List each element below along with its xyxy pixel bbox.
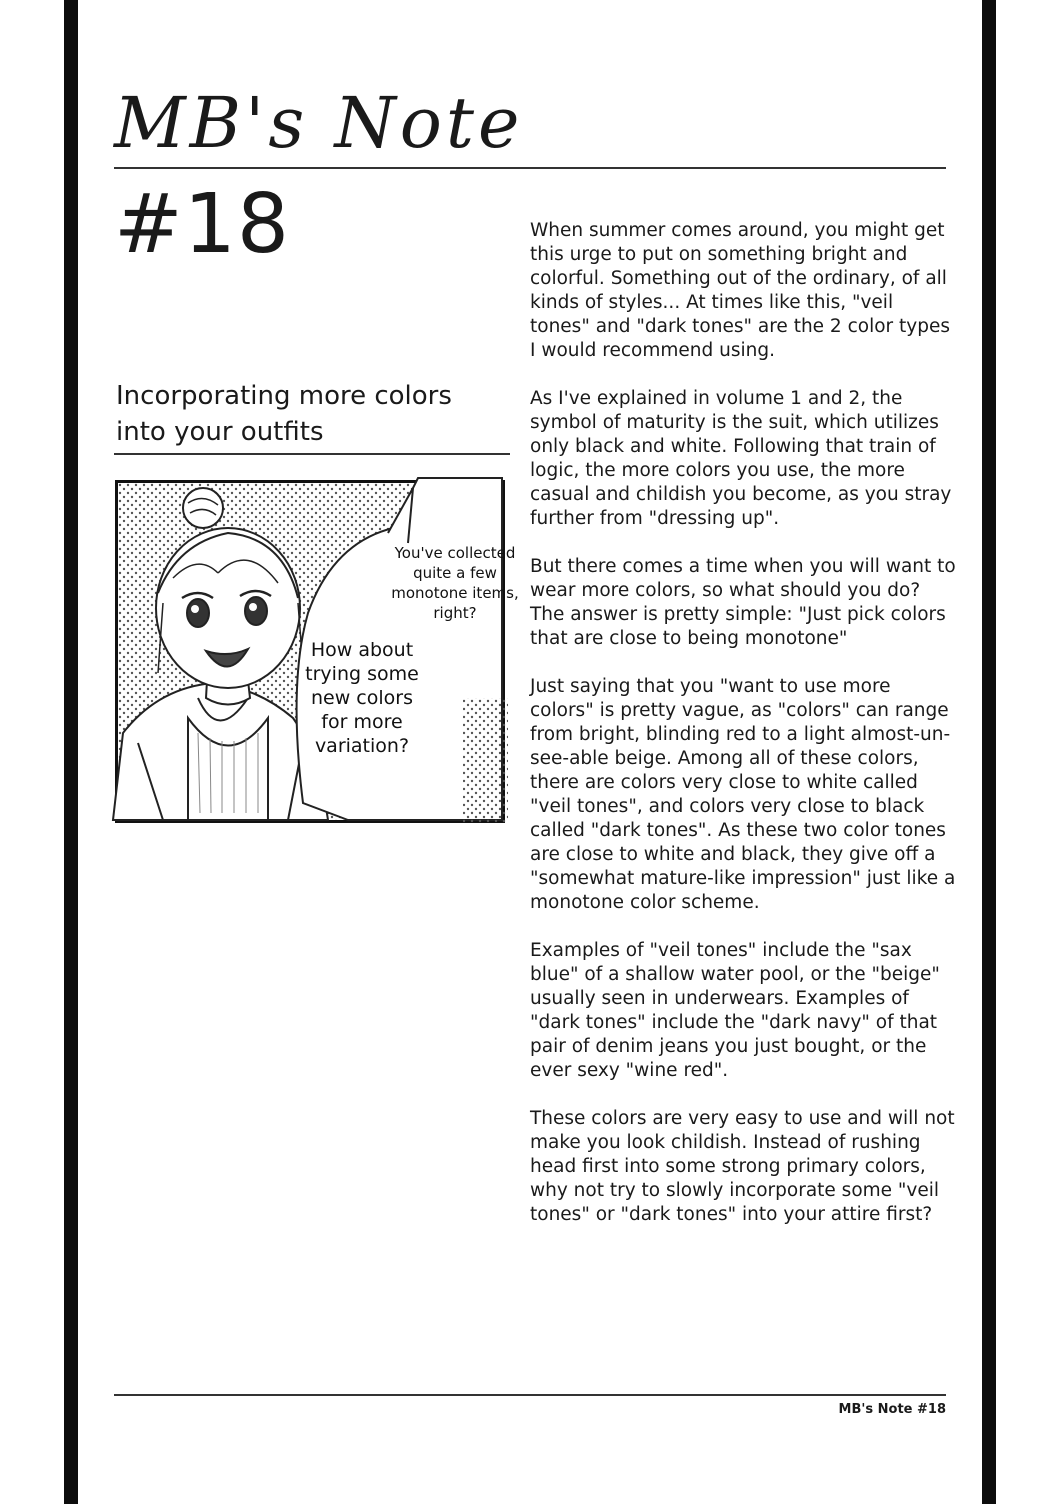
paragraph: These colors are very easy to use and will not make you look childish. Instead of rushing head first into some strong primary colors, why not try to slowly incorporate some "veil tones" or "dark tones" into your attire first? [530, 1108, 955, 1225]
footer-divider [114, 1394, 946, 1396]
page-margin-left [0, 0, 64, 1504]
section-heading: Incorporating more colors into your outfits [116, 381, 452, 447]
paragraph: When summer comes around, you might get this urge to put on something bright and colorful. Something out of the ordinary, of all kinds of styles... At times like this, "veil tones" and "dark tones" are the 2 color types I would recommend using. [530, 220, 950, 361]
left-border-bar [64, 0, 78, 1504]
section-divider [114, 453, 510, 455]
note-script-title: MB's Note [114, 82, 524, 164]
paragraph: Just saying that you "want to use more colors" is pretty vague, as "colors" can range from bright, blinding red to a light almost-un-see-able beige. Among all of these colors, there are colors very close to white called "veil tones", and colors very close to black called "dark tones". As these two color tones are close to white and black, they give off a "somewhat mature-like impression" just like a monotone color scheme. [530, 676, 956, 913]
note-number: #18 [114, 177, 291, 272]
screentone-corner [463, 698, 508, 823]
speech-bubble-text-small: You've collected quite a few monotone items, right? [391, 544, 519, 622]
paragraph: Examples of "veil tones" include the "sax blue" of a shallow water pool, or the "beige" usually seen in underwears. Examples of "dark tones" include the "dark navy" of that pair of denim jeans you just bought, or the ever sexy "wine red". [530, 940, 940, 1081]
header-divider [114, 167, 946, 169]
footer-label: MB's Note #18 [838, 1402, 946, 1417]
right-border-bar [982, 0, 996, 1504]
article-body [530, 219, 958, 1251]
paragraph: As I've explained in volume 1 and 2, the symbol of maturity is the suit, which utilizes only black and white. Following that train of logic, the more colors you use, the more casual and childish you become, as you stray further from "dressing up". [530, 388, 952, 529]
speech-bubble-text-large: How about trying some new colors for more variation? [305, 639, 419, 757]
paragraph: But there comes a time when you will want to wear more colors, so what should you do? The answer is pretty simple: "Just pick colors that are close to being monotone" [530, 556, 956, 649]
manga-panel [115, 480, 519, 823]
